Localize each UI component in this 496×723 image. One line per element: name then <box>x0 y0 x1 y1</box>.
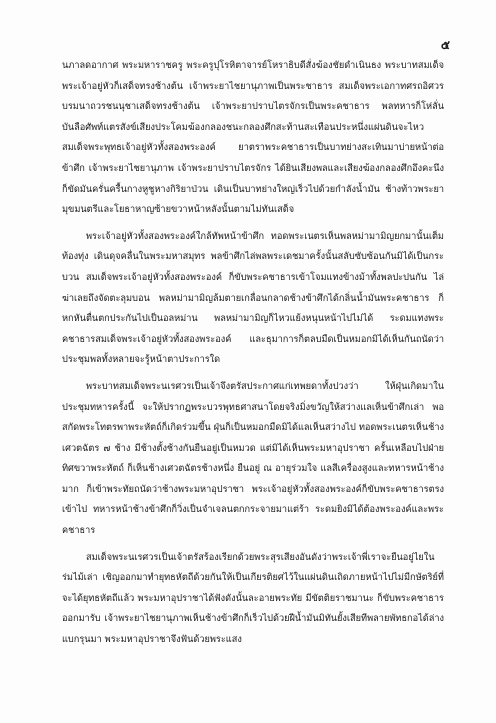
paragraph-4: สมเด็จพระนเรศวรเป็นเจ้าตรัสร้องเรียกด้วยพระสุรเสียงอันดังว่าพระเจ้าพี่เราจะยืนอยู่ไยในร่มไม้เล่า เชิญออกมาทำยุทธหัตถีด้วยกันให้เป็นเกียรติยศไว้ในแผ่นดินเถิดภายหน้าไปไม่มีกษัตริย์ที่จะได้ยุทธหัตถีแล้ว พระมหาอุปราชาได้ฟังดังนั้นละอายพระทัย มีขัตติยราชมานะ ก็ขับพระคชาธารออกมารับ เจ้าพระยาไชยานุภาพเห็นช้างข้าศึกก็เร็วไปด้วยฝีน้ำมันมิทันยั้งเสียทีพลายพัทธกอได้ล่างแบกรุนมา พระมหาอุปราชาจึงฟันด้วยพระแสง <box>62 551 444 646</box>
page-number: ๕ <box>440 38 450 52</box>
paragraph-2: พระเจ้าอยู่หัวทั้งสองพระองค์ใกล้ทัพหน้าข้าศึก ทอดพระเนตรเห็นพลหม่ามามิญยกมานั้นเต็มท้องทุ่ง เดินดุจคลื่นในพระมหาสมุทร พลข้าศึกไล่พลพระเดชมาครั้งนั้นสลับซับซ้อนกันมิได้เป็นกระบวน สมเด็จพระเจ้าอยู่หัวทั้งสองพระองค์ ก็ขับพระคชาธารเข้าโจมแทงข้างม้าทั้งพลปะปนกัน ไล่ฆ่าเลยถึงจัดตะลุมบอน พลหม่ามามิญล้มตายเกลื่อนกลาดช้างข้าศึกได้กลิ่นน้ำมันพระคชาธาร ก็หกหันตื่นตกประกันไปเป็นอลหม่าน พลหม่ามามิญก็ไหวแย้งหนุนหน้าไปไม่ได้ ระดมแทงพระคชาธารสมเด็จพระเจ้าอยู่หัวทั้งสองพระองค์ และธุมาการก็ตลบมืดเป็นหมอกมิได้เห็นกันถนัดว่าประชุมพลทั้งหลายจะรู้หน้าตาประการใด <box>62 230 444 366</box>
body-text <box>62 56 444 657</box>
paragraph-3: พระบาทสมเด็จพระนเรศวรเป็นเจ้าจึงตรัสประกาศแก่เทพยดาทั้งปวงว่า ให้ฝุ่นเกิดมาในประชุมทหารครั้งนี้ จะให้ปรากฏพระบวรพุทธศาสนาโดยจริงมิ่งขวัญให้สว่างแลเห็นข้าศึกเล่า พอสกัดพระโทตรพาพระหัตถ์ก็เกิดร่วมขึ้น ฝุ่นก็เป็นหมอกมืดมิได้แลเห็นสว่างไป ทอดพระเนตรเห็นช้างเศวตฉัตร ๗ ช้าง มีช้างตั้งช้างกันยืนอยู่เป็นหมวด แต่มิได้เห็นพระมหาอุปราชา ครั้นเหลือบไปฝ่ายทิศขวาพระหัตถ์ ก็เห็นช้างเศวตฉัตรช้างหนึ่ง ยืนอยู่ ณ อายุร่วมใจ แลสีเครื่องสูงและทหารหน้าช้างมาก ก็เข้าพระทัยถนัดว่าช้างพระมหาอุปราชา พระเจ้าอยู่หัวทั้งสองพระองค์ก็ขับพระคชาธารตรงเข้าไป ทหารหน้าช้างข้าศึกก็วิ่งเป็นจำเจลนตกกระจายมาแต่ร้า ระดมยิงมิได้ต้องพระองค์และพระคชาธาร <box>62 380 444 537</box>
paragraph-1: นภาลดอากาศ พระมหาราชครู พระครูปุโรหิตาจารย์โหราธิบดีสั่งฆ้องชัยดำเนินธง พระบาทสมเด็จพระเจ้าอยู่หัวก็เสด็จทรงช้างต้น เจ้าพระยาไชยานุภาพเป็นพระชาธาร สมเด็จพระเอกาทศรถอิศวรบรมนาถวรชนนุชาเสด็จทรงช้างต้น เจ้าพระยาปราบไตรจักรเป็นพระคชาธาร พลทหารก็โห่ลั่นบันลือศัพท์แตรสังข์เสียงประโคมฆ้องกลองชนะกลองศึกสะท้านสะเทือนประหนึ่งแผ่นดินจะไหว สมเด็จพระพุทธเจ้าอยู่หัวทั้งสองพระองค์ ยาตราพระคชาธารเป็นบาทย่างสะเทินมาบ่ายหน้าต่อข้าศึก เจ้าพระยาไชยานุภาพ เจ้าพระยาปราบไตรจักร ได้ยินเสียงพลและเสียงฆ้องกลองศึกอึงคะนึง ก็ขัดมันครั่นครื้นกางหูชูหางกิริยาป่วน เดินเป็นบาทย่างใหญ่เร็วไปด้วยกำลังน้ำมัน ช้างท้าวพระยามุขมนตรีและโยธาหาญซ้ายขวาหน้าหลังนั้นตามไม่ทันเสด็จ <box>62 60 444 216</box>
